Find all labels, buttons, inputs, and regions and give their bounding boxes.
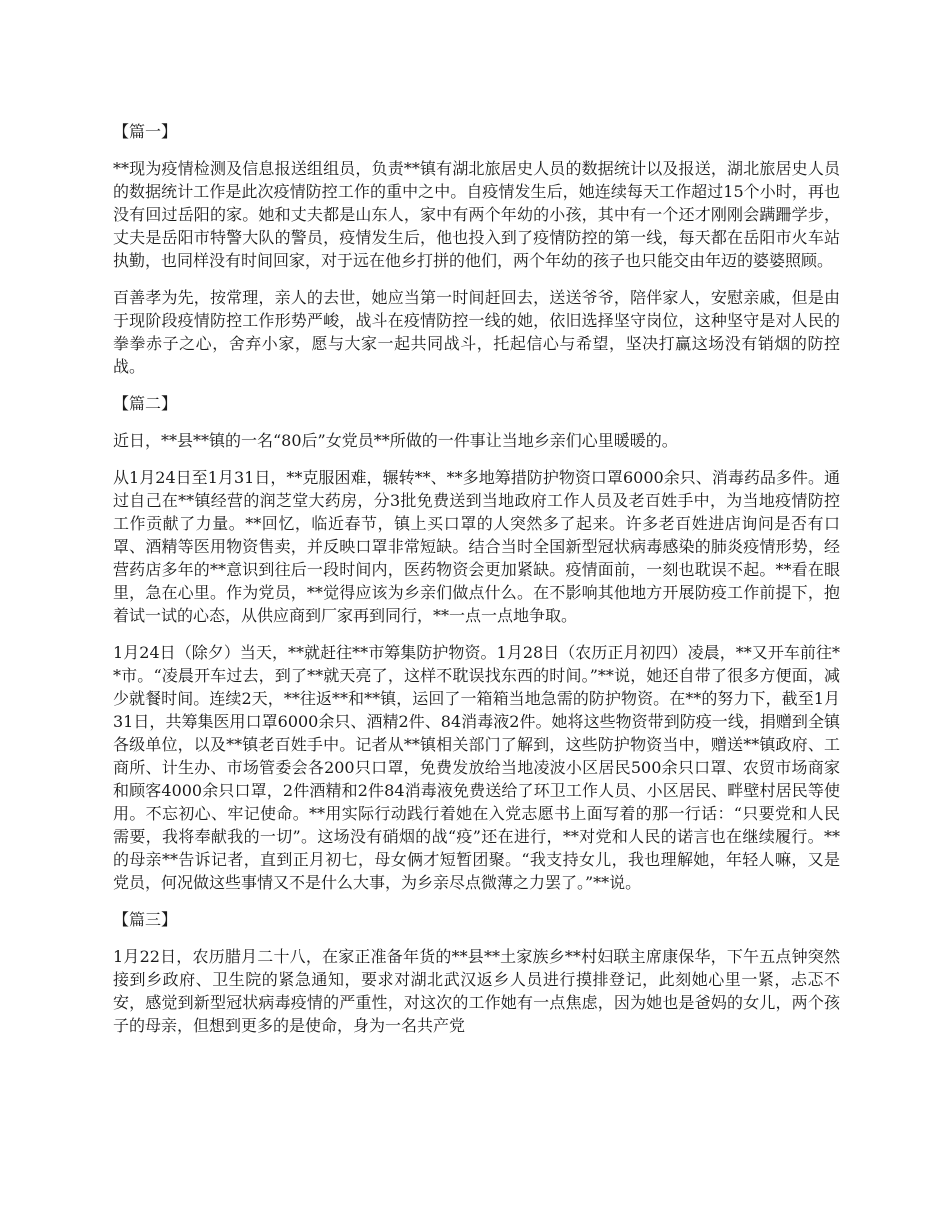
section-heading: 【篇二】 xyxy=(113,394,178,413)
paragraph: 近日，**县**镇的一名“80后”女党员**所做的一件事让当地乡亲们心里暖暖的。 xyxy=(113,431,678,450)
document-page xyxy=(113,120,840,1051)
section-heading: 【篇一】 xyxy=(113,122,178,141)
section-2 xyxy=(113,392,840,894)
section-3 xyxy=(113,908,840,1037)
paragraph: 从1月24日至1月31日，**克服困难，辗转**、**多地筹措防护物资口罩6000余只、消毒药品多件。通过自己在**镇经营的润芝堂大药房，分3批免费送到当地政府工作人员及老百姓手中，为当地疫情防控工作贡献了力量。**回忆，临近春节，镇上买口罩的人突然多了起来。许多老百姓进店询问是否有口罩、酒精等医用物资售卖，并反映口罩非常短缺。结合当时全国新型冠状病毒感染的肺炎疫情形势，经营药店多年的**意识到往后一段时间内，医药物资会更加紧缺。疫情面前，一刻也耽误不起。**看在眼里，急在心里。作为党员，**觉得应该为乡亲们做点什么。在不影响其他地方开展防疫工作前提下，抱着试一试的心态，从供应商到厂家再到同行，**一点一点地争取。 xyxy=(113,468,840,625)
paragraph: 1月24日（除夕）当天，**就赶往**市筹集防护物资。1月28日（农历正月初四）凌晨，**又开车前往**市。“凌晨开车过去，到了**就天亮了，这样不耽误找东西的时间。”**说，她还自带了很多方便面，减少就餐时间。连续2天，**往返**和**镇，运回了一箱箱当地急需的防护物资。在**的努力下，截至1月31日，共筹集医用口罩6000余只、酒精2件、84消毒液2件。她将这些物资带到防疫一线，捐赠到全镇各级单位，以及**镇老百姓手中。记者从**镇相关部门了解到，这些防护物资当中，赠送**镇政府、工商所、计生办、市场管委会各200只口罩，免费发放给当地凌波小区居民500余只口罩、农贸市场商家和顾客4000余只口罩，2件酒精和2件84消毒液免费送给了环卫工作人员、小区居民、畔壁村居民等使用。不忘初心、牢记使命。**用实际行动践行着她在入党志愿书上面写着的那一行话：“只要党和人民需要，我将奉献我的一切”。这场没有硝烟的战“疫”还在进行，**对党和人民的诺言也在继续履行。**的母亲**告诉记者，直到正月初七，母女俩才短暂团聚。“我支持女儿，我也理解她，年轻人嘛，又是党员，何况做这些事情又不是什么大事，为乡亲尽点微薄之力罢了。”**说。 xyxy=(113,643,840,892)
section-1 xyxy=(113,120,840,378)
paragraph: 1月22日，农历腊月二十八，在家正准备年货的**县**土家族乡**村妇联主席康保华，下午五点钟突然接到乡政府、卫生院的紧急通知，要求对湖北武汉返乡人员进行摸排登记，此刻她心里一紧，忐忑不安，感觉到新型冠状病毒疫情的严重性，对这次的工作她有一点焦虑，因为她也是爸妈的女儿，两个孩子的母亲，但想到更多的是使命，身为一名共产党 xyxy=(113,947,840,1035)
paragraph: 百善孝为先，按常理，亲人的去世，她应当第一时间赶回去，送送爷爷，陪伴家人，安慰亲戚，但是由于现阶段疫情防控工作形势严峻，战斗在疫情防控一线的她，依旧选择坚守岗位，这种坚守是对人民的拳拳赤子之心，舍弃小家，愿与大家一起共同战斗，托起信心与希望，坚决打赢这场没有销烟的防控战。 xyxy=(113,288,840,376)
section-heading: 【篇三】 xyxy=(113,910,178,929)
paragraph: **现为疫情检测及信息报送组组员，负责**镇有湖北旅居史人员的数据统计以及报送，湖北旅居史人员的数据统计工作是此次疫情防控工作的重中之中。自疫情发生后，她连续每天工作超过15个小时，再也没有回过岳阳的家。她和丈夫都是山东人，家中有两个年幼的小孩，其中有一个还才刚刚会蹒跚学步，丈夫是岳阳市特警大队的警员，疫情发生后，他也投入到了疫情防控的第一线，每天都在岳阳市火车站执勤，也同样没有时间回家，对于远在他乡打拼的他们，两个年幼的孩子也只能交由年迈的婆婆照顾。 xyxy=(113,159,840,270)
